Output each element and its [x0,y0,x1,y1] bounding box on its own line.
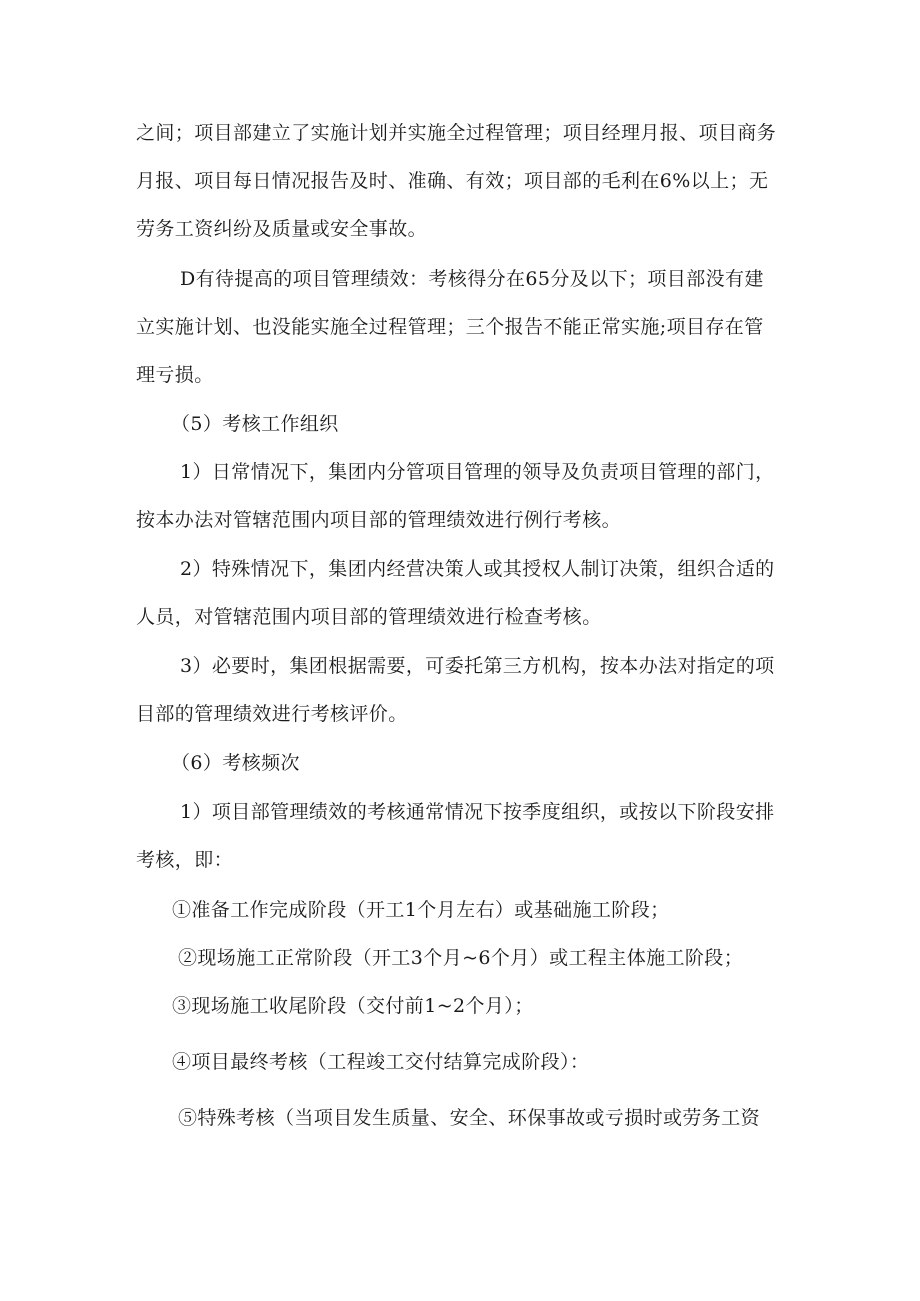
paragraph-line: 2）特殊情况下，集团内经营决策人或其授权人制订决策，组织合适的 [180,558,775,580]
paragraph-line: 立实施计划、也没能实施全过程管理；三个报告不能正常实施;项目存在管 [136,316,764,338]
paragraph-line: 考核，即： [136,849,234,871]
paragraph-line: 之间；项目部建立了实施计划并实施全过程管理；项目经理月报、项目商务 [136,122,777,144]
list-item: ②现场施工正常阶段（开工3个月~6个月）或工程主体施工阶段； [178,947,744,969]
paragraph-line: 劳务工资纠纷及质量或安全事故。 [136,218,428,240]
list-item: ①准备工作完成阶段（开工1个月左右）或基础施工阶段； [172,899,670,921]
list-item: ⑤特殊考核（当项目发生质量、安全、环保事故或亏损时或劳务工资 [178,1107,761,1129]
paragraph-line: 1）项目部管理绩效的考核通常情况下按季度组织，或按以下阶段安排 [180,801,775,823]
paragraph-line: 3）必要时，集团根据需要，可委托第三方机构，按本办法对指定的项 [180,655,775,677]
paragraph-line: D有待提高的项目管理绩效：考核得分在65分及以下；项目部没有建 [180,268,764,290]
list-item: ④项目最终考核（工程竣工交付结算完成阶段）： [172,1051,590,1073]
paragraph-line: 月报、项目每日情况报告及时、准确、有效；项目部的毛利在6%以上；无 [136,170,769,192]
section-heading: （5）考核工作组织 [171,413,339,435]
paragraph-line: 目部的管理绩效进行考核评价。 [136,703,408,725]
section-heading: （6）考核频次 [171,752,300,774]
paragraph-line: 人员，对管辖范围内项目部的管理绩效进行检查考核。 [136,606,602,628]
list-item: ③现场施工收尾阶段（交付前1~2个月）； [172,995,534,1017]
paragraph-line: 理亏损。 [136,364,214,386]
paragraph-line: 按本办法对管辖范围内项目部的管理绩效进行例行考核。 [136,509,622,531]
paragraph-line: 1）日常情况下，集团内分管项目管理的领导及负责项目管理的部门， [180,461,775,483]
